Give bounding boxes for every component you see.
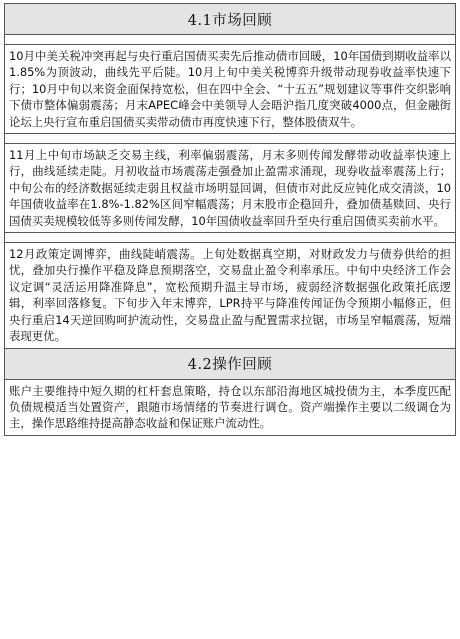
spacer-row <box>5 233 455 243</box>
paragraph-december: 12月政策定调博弈，曲线陡峭震荡。上旬处数据真空期，对财政发力与债券供给的担忧，叠加央行操作平稳及降息预期落空，交易盘止盈令利率承压。中旬中央经济工作会议定调“灵活运用降准降息”，宽松预期升温主导市场，疲弱经济数据强化政策托底逻辑，利率回落修复。下旬步入年末博弈，LPR持平与降准传闻证伪令预期小幅修正，但央行重启14天逆回购呵护流动性，交易盘止盈与配置需求拉锯，市场呈窄幅震荡，短端表现更优。 <box>5 243 455 348</box>
paragraph-operation: 账户主要维持中短久期的杠杆套息策略，持仓以东部沿海地区城投债为主，本季度匹配负债规模适当处置资产，跟随市场情绪的节奏进行调仓。资产端操作主要以二级调仓为主，操作思路维持提高静态收益和保证账户流动性。 <box>9 383 451 431</box>
spacer-row <box>5 35 455 45</box>
paragraph-october: 10月中美关税冲突再起与央行重启国债买卖先后推动债市回暖，10年国债到期收益率以1.85%为顶波动，曲线先平后陡。10月上旬中美关税博弈升级带动现券收益率快速下行；10月中旬以来资金面保持宽松，但在四中全会、“十五五”规划建议等事件交织影响下债市整体偏弱震荡；月末APEC峰会中美领导人会晤沪指几度突破4000点，但金融街论坛上央行宣布重启国债买卖带动债市再度快速下行，整体股债双牛。 <box>5 45 455 134</box>
spacer-row <box>5 134 455 144</box>
section-heading-market-review: 4.1市场回顾 <box>5 4 455 35</box>
section-heading-operation-review: 4.2操作回顾 <box>5 349 455 380</box>
paragraph-november: 11月上中旬市场缺乏交易主线，利率偏弱震荡，月末多则传闻发酵带动收益率快速上行，曲线延续走陡。月初收益市场震荡走强叠加止盈需求涌现，现券收益率震荡上行；中旬公布的经济数据延续走弱且权益市场明显回调，但债市对此反应钝化成交清淡，10年国债收益率在1.8%-1.82%区间窄幅震荡；月末股市企稳回升，叠加债基赎回、央行国债买卖规模较低等多则传闻发酵，10年国债收益率回升至央行重启国债买卖前水平。 <box>5 144 455 233</box>
report-table <box>4 3 456 436</box>
